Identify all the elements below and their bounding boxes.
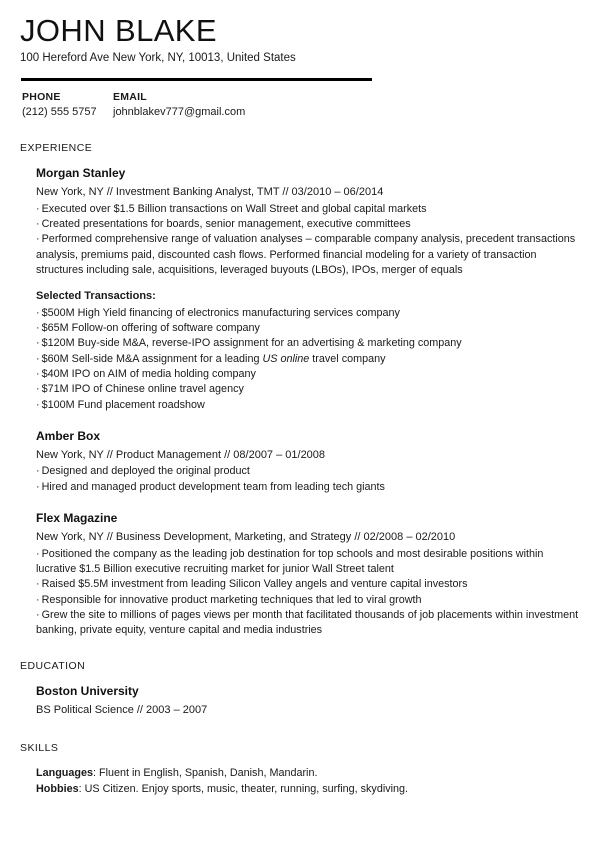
- bullet-icon: ·: [36, 352, 40, 365]
- skills-hobbies: [36, 782, 583, 798]
- employer-meta: New York, NY // Business Development, Marketing, and Strategy // 02/2008 – 02/2010: [36, 530, 456, 543]
- employer-bullets: [36, 547, 583, 639]
- bullet-text: Raised $5.5M investment from leading Silicon Valley angels and venture capital investors: [41, 578, 468, 591]
- employer-name: Flex Magazine: [36, 511, 118, 526]
- contact-row: [22, 90, 583, 121]
- bullet-icon: ·: [36, 202, 40, 215]
- degree-meta: BS Political Science // 2003 – 2007: [36, 704, 208, 717]
- bullet-text: Designed and deployed the original product: [41, 465, 250, 478]
- bullet-icon: ·: [36, 233, 40, 246]
- bullet-text: $500M High Yield financing of electronics manufacturing services company: [41, 306, 400, 319]
- bullet-icon: ·: [36, 578, 40, 591]
- section-skills: [20, 742, 583, 797]
- experience-entry-amber-box: [36, 429, 583, 495]
- spacer: [36, 413, 583, 429]
- bullet-text-post: travel company: [309, 352, 386, 365]
- bullet-text: Responsible for innovative product marketing techniques that led to viral growth: [41, 593, 422, 606]
- bullet-text: Executed over $1.5 Billion transactions on Wall Street and global capital markets: [41, 202, 427, 215]
- employer-name: Amber Box: [36, 428, 101, 443]
- list-item: [36, 593, 583, 608]
- skills-hobbies-label: Hobbies: [36, 782, 79, 795]
- list-item: [36, 608, 583, 639]
- skills-body: [36, 766, 583, 797]
- list-item: [36, 352, 583, 367]
- list-item: [36, 547, 583, 578]
- list-item: [36, 232, 583, 278]
- phone-block: [22, 90, 113, 121]
- bullet-icon: ·: [36, 480, 40, 493]
- email-label: EMAIL: [113, 90, 147, 103]
- bullet-text: Hired and managed product development team from leading tech giants: [41, 480, 385, 493]
- list-item: [36, 464, 583, 479]
- bullet-text: Grew the site to millions of pages views per month that facilitated thousands of job placements within investment banking, private equity, venture capital and media industries: [36, 608, 579, 637]
- bullet-icon: ·: [36, 593, 40, 606]
- list-item: [36, 321, 583, 336]
- selected-transactions-heading: Selected Transactions:: [36, 290, 156, 303]
- spacer: [36, 495, 583, 511]
- bullet-text: $71M IPO of Chinese online travel agency: [41, 383, 244, 396]
- experience-entry-flex-magazine: [36, 511, 583, 638]
- employer-bullets: [36, 202, 583, 279]
- skills-languages-label: Languages: [36, 766, 93, 779]
- phone-value: (212) 555 5757: [22, 105, 97, 118]
- candidate-address: 100 Hereford Ave New York, NY, 10013, United States: [20, 51, 296, 64]
- list-item: [36, 336, 583, 351]
- list-item: [36, 202, 583, 217]
- experience-body: [36, 166, 583, 638]
- skills-languages: [36, 766, 583, 782]
- bullet-text: $40M IPO on AIM of media holding company: [41, 368, 256, 380]
- bullet-icon: ·: [36, 368, 40, 380]
- employer-meta: New York, NY // Product Management // 08/2007 – 01/2008: [36, 448, 326, 461]
- spacer: [20, 720, 583, 742]
- list-item: [36, 217, 583, 232]
- email-value: johnblakev777@gmail.com: [113, 105, 246, 118]
- resume-header: [20, 14, 583, 120]
- email-block: [113, 90, 245, 121]
- employer-name: Morgan Stanley: [36, 166, 126, 181]
- school-name: Boston University: [36, 684, 139, 699]
- bullet-text: Positioned the company as the leading job destination for top schools and most desirable positions within lucrative $1.5 Billion executive recruiting market for junior Wall Street talent: [36, 547, 544, 575]
- experience-entry-morgan-stanley: [36, 166, 583, 413]
- spacer: [20, 638, 583, 660]
- list-item: [36, 577, 583, 592]
- bullet-text: $65M Follow-on offering of software company: [41, 322, 260, 335]
- section-experience: [20, 142, 583, 638]
- bullet-icon: ·: [36, 383, 40, 396]
- selected-transactions-list: [36, 306, 583, 413]
- skills-languages-value: : Fluent in English, Spanish, Danish, Mandarin.: [93, 766, 318, 779]
- bullet-icon: ·: [36, 306, 40, 319]
- bullet-icon: ·: [36, 217, 40, 230]
- spacer: [36, 278, 583, 289]
- employer-meta: New York, NY // Investment Banking Analyst, TMT // 03/2010 – 06/2014: [36, 185, 384, 198]
- bullet-text: $120M Buy-side M&A, reverse-IPO assignment for an advertising & marketing company: [41, 337, 462, 350]
- section-education: [20, 660, 583, 717]
- education-body: [36, 684, 583, 717]
- list-item: [36, 382, 583, 397]
- bullet-text: $100M Fund placement roadshow: [41, 398, 205, 411]
- list-item: [36, 367, 583, 382]
- education-entry: [36, 684, 583, 717]
- employer-bullets: [36, 464, 583, 495]
- section-title-skills: SKILLS: [20, 741, 59, 754]
- bullet-icon: ·: [36, 322, 40, 335]
- section-title-experience: EXPERIENCE: [20, 142, 93, 155]
- bullet-icon: ·: [36, 398, 40, 411]
- candidate-name: JOHN BLAKE: [20, 13, 217, 48]
- bullet-text-pre: $60M Sell-side M&A assignment for a leading: [41, 352, 263, 365]
- list-item: [36, 398, 583, 413]
- list-item: [36, 480, 583, 495]
- skills-hobbies-value: : US Citizen. Enjoy sports, music, theater, running, surfing, skydiving.: [78, 782, 409, 795]
- bullet-icon: ·: [36, 465, 40, 478]
- spacer: [20, 120, 583, 142]
- bullet-icon: ·: [36, 547, 40, 560]
- bullet-icon: ·: [36, 608, 40, 621]
- bullet-text: Created presentations for boards, senior management, executive committees: [41, 217, 411, 230]
- bullet-text: Performed comprehensive range of valuation analyses – comparable company analysis, precedent transactions analysis, premiums paid, discounted cash flows. Performed financial modeling for a variety of transaction structures including sale, acquisitions, leveraged buyouts (LBOs), IPOs, merger of equals: [36, 233, 576, 276]
- phone-label: PHONE: [22, 90, 61, 103]
- header-divider: [21, 78, 372, 81]
- bullet-text-emphasis: US online: [262, 352, 310, 365]
- section-title-education: EDUCATION: [20, 660, 86, 673]
- list-item: [36, 306, 583, 321]
- bullet-icon: ·: [36, 337, 40, 350]
